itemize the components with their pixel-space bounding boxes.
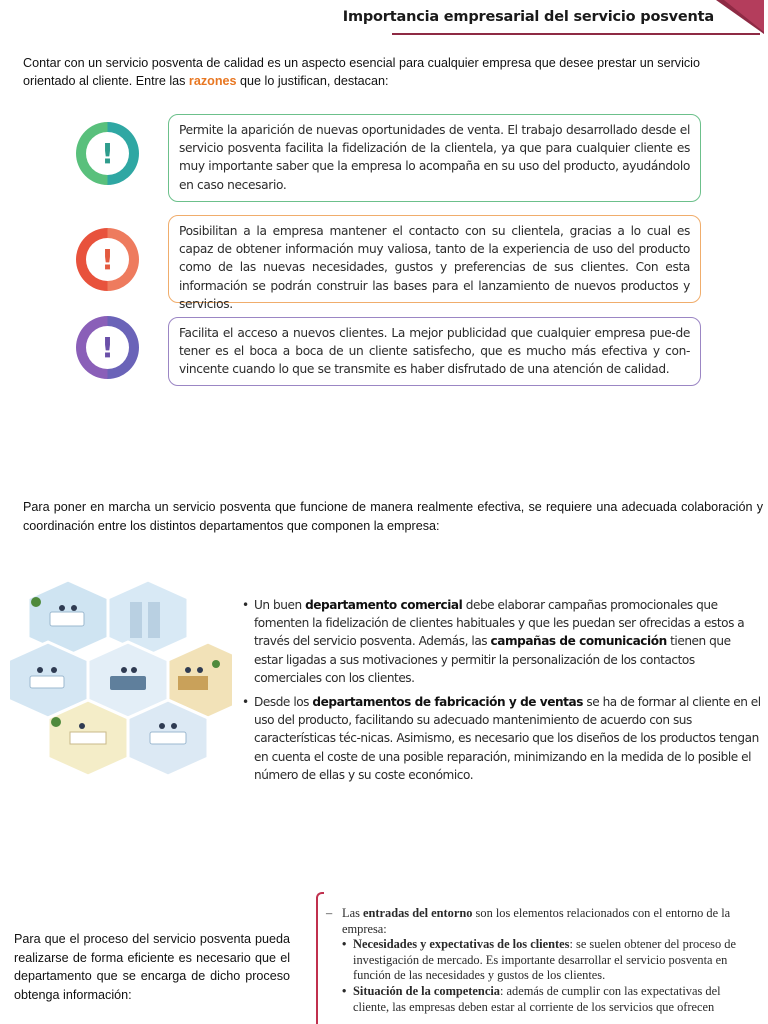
- reason-1-badge: [76, 122, 139, 185]
- dept-campaigns-term: campañas de comunicación: [490, 634, 667, 649]
- env-text: son los elementos relacionados con el entorno de la empresa:: [342, 906, 731, 936]
- env-term: entradas del entorno: [363, 906, 473, 920]
- env-item-text: : se suelen obtener del proceso de investigación de mercado. Es importante desarrollar el servicio posventa en función de las necesidades y gustos de los clientes.: [353, 937, 736, 983]
- dept-commercial-term: departamento comercial: [305, 598, 463, 612]
- exclamation-icon: !: [86, 326, 129, 369]
- dept-text: Desde los: [254, 695, 313, 710]
- page-title: Importancia empresarial del servicio posventa: [342, 9, 714, 25]
- information-paragraph: Para que el proceso del servicio posventa pueda realizarse de forma eficiente es necesario que el departamento que se encarga de dicho proceso obtenga información:: [14, 932, 290, 1002]
- reason-1-box: Permite la aparición de nuevas oportunidades de venta. El trabajo desarrollado desde el servicio posventa facilita la fidelización de la clientela, ya que para cualquier cliente es muy importante saber que la empresa lo acompaña en su uso del producto, ayudándolo en caso necesario.: [168, 114, 701, 202]
- dept-text: se ha de formar al cliente en el uso del producto, facilitando su adecuado mantenimiento de acuerdo con sus características téc-nicas. Asimismo, es necesario que los diseños de los productos tengan en cuenta el coste de una posible reparación, minimizando en la medida de lo posible el número de ellas y su coste económico.: [254, 695, 761, 782]
- red-bracket: [316, 892, 324, 1024]
- intro-text: Contar con un servicio posventa de calidad es un aspecto esencial para cualquier empresa que desee prestar un servicio orientado al cliente. Entre las: [23, 56, 700, 88]
- intro-paragraph: [23, 54, 739, 90]
- environment-lead: [328, 906, 756, 937]
- environment-item-competition: [342, 984, 756, 1015]
- office-hexagons-illustration: [10, 572, 232, 777]
- reason-3-badge: [76, 316, 139, 379]
- page-header: [0, 0, 768, 36]
- exclamation-icon: !: [86, 132, 129, 175]
- reason-2-box: Posibilitan a la empresa mantener el contacto con su clientela, gracias a lo cual es capaz de obtener información muy valiosa, tanto de la experiencia de uso del producto como de las nuevas necesidades, gustos y preferencias de sus clientes. Con esta información se podrán construir las bases para el lanzamiento de nuevos productos y servicios.: [168, 215, 701, 303]
- environment-item-needs: [342, 937, 756, 984]
- coordination-paragraph: Para poner en marcha un servicio posventa que funcione de manera realmente efectiva, se requiere una adecuada colaboración y coordinación entre los distintos departamentos que componen la empresa:: [23, 500, 763, 533]
- department-commercial-item: [242, 596, 762, 687]
- header-rule: [392, 33, 760, 35]
- env-item-term: Situación de la competencia: [353, 983, 500, 998]
- env-item-text: : además de cumplir con las expectativas del cliente, las empresas deben estar al corriente de los servicios que ofrecen: [353, 983, 721, 1014]
- dept-manufacturing-term: departamentos de fabricación y de ventas: [312, 695, 583, 710]
- intro-highlight-razones: razones: [188, 74, 237, 88]
- environment-list: [328, 937, 756, 1015]
- header-corner-triangle: [716, 0, 764, 34]
- env-text: Las: [342, 906, 363, 920]
- intro-text-end: que lo justifican, destacan:: [236, 74, 389, 88]
- departments-list: [242, 596, 762, 790]
- reason-2-badge: [76, 228, 139, 291]
- dept-text: debe elaborar campañas promocionales que fomenten la fidelización de clientes habituales y que les puedan ser ofrecidas a estos a través del servicio posventa. Además, las: [254, 598, 745, 649]
- environment-inputs: [328, 906, 756, 1015]
- dept-text: Un buen: [254, 598, 306, 612]
- dept-text: tienen que estar ligadas a sus motivaciones y permitir la personalización de los contactos comerciales con los clientes.: [254, 634, 731, 685]
- reason-3-box: Facilita el acceso a nuevos clientes. La mejor publicidad que cualquier empresa pue-de tener es el boca a boca de un cliente satisfecho, que es mucho más efectiva y con-vincente cuando lo que se transmite es haber disfrutado de una atención de calidad.: [168, 317, 701, 386]
- department-manufacturing-item: [242, 693, 762, 784]
- exclamation-icon: !: [86, 238, 129, 281]
- dash-marker: –: [326, 906, 333, 920]
- env-item-term: Necesidades y expectativas de los clientes: [353, 937, 570, 952]
